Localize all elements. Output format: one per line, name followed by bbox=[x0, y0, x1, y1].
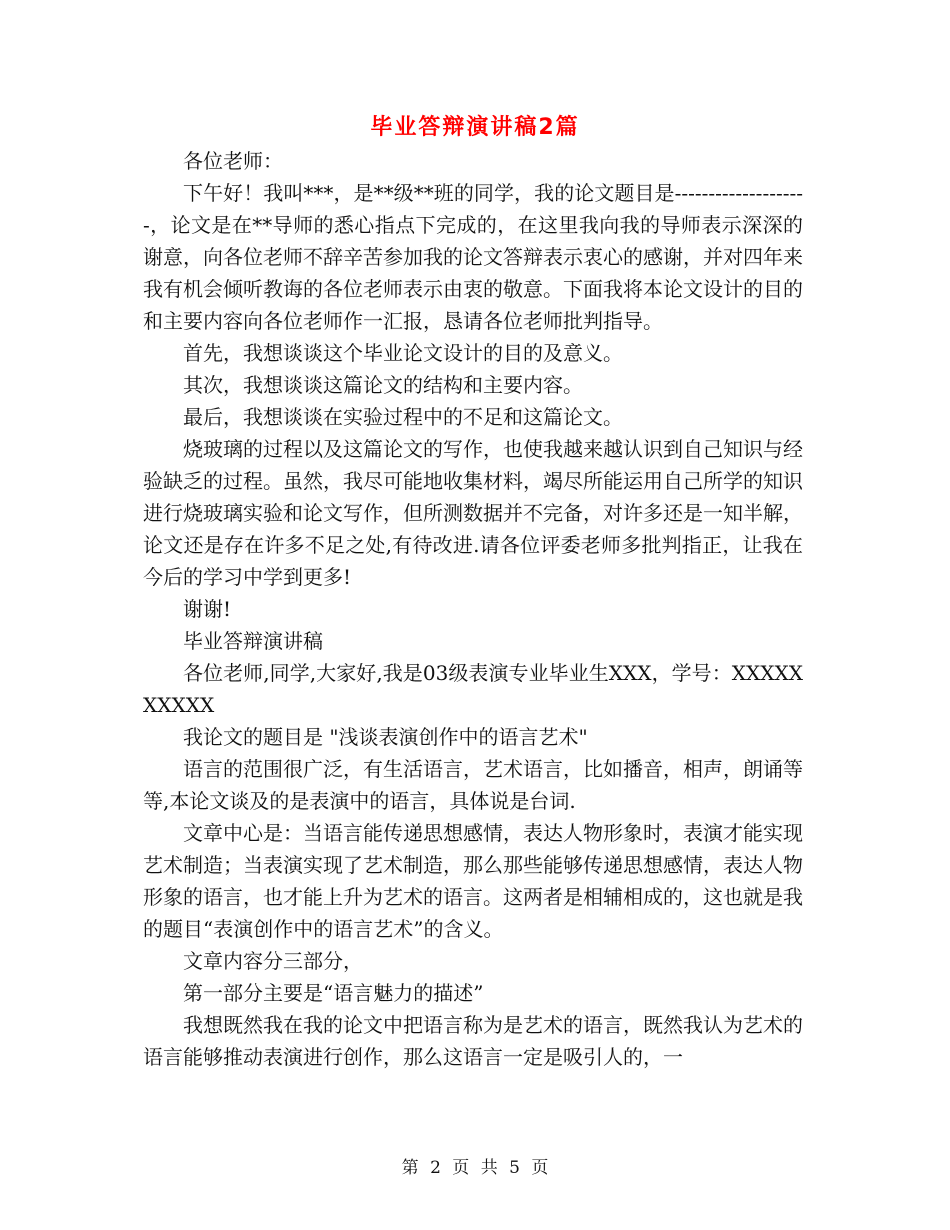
document-body bbox=[143, 145, 803, 1073]
paragraph-three-parts: 文章内容分三部分， bbox=[183, 949, 363, 973]
paragraph-salutation: 各位老师： bbox=[183, 149, 283, 173]
paragraph-finally: 最后，我想谈谈在实验过程中的不足和这篇论文。 bbox=[183, 405, 623, 429]
paragraph-second: 其次，我想谈谈这篇论文的结构和主要内容。 bbox=[183, 373, 583, 397]
paragraph-language-scope: 语言的范围很广泛，有生活语言，艺术语言，比如播音，相声，朗诵等等,本论文谈及的是表演中的语言，具体说是台词. bbox=[143, 757, 803, 813]
document-title: 毕业答辩演讲稿2篇 bbox=[370, 115, 580, 140]
paragraph-central-idea: 文章中心是：当语言能传递思想感情，表达人物形象时，表演才能实现艺术制造；当表演实现了艺术制造，那么那些能够传递思想感情，表达人物形象的语言，也才能上升为艺术的语言。这两者是相辅相成的，这也就是我的题目“表演创作中的语言艺术”的含义。 bbox=[143, 821, 803, 941]
paragraph-greeting: 下午好！我叫***，是**级**班的同学，我的论文题目是--------------------，论文是在**导师的悉心指点下完成的，在这里我向我的导师表示深深的谢意，向各位老师不辞辛苦参加我的论文答辩表示衷心的感谢，并对四年来我有机会倾听教诲的各位老师表示由衷的敬意。下面我将本论文设计的目的和主要内容向各位老师作一汇报，恳请各位老师批判指导。 bbox=[143, 181, 803, 333]
paragraph-reflection: 烧玻璃的过程以及这篇论文的写作，也使我越来越认识到自己知识与经验缺乏的过程。虽然，我尽可能地收集材料，竭尽所能运用自己所学的知识进行烧玻璃实验和论文写作，但所测数据并不完备，对许多还是一知半解，论文还是存在许多不足之处,有待改进.请各位评委老师多批判指正，让我在今后的学习中学到更多! bbox=[143, 437, 803, 589]
paragraph-second-speech-title: 毕业答辩演讲稿 bbox=[183, 629, 323, 653]
paragraph-thanks: 谢谢! bbox=[183, 597, 232, 621]
paragraph-first: 首先，我想谈谈这个毕业论文设计的目的及意义。 bbox=[183, 341, 623, 365]
paragraph-part-one: 第一部分主要是“语言魅力的描述” bbox=[183, 981, 484, 1005]
paragraph-thesis-title: 我论文的题目是 "浅谈表演创作中的语言艺术" bbox=[183, 725, 588, 749]
page-number-footer: 第 2 页 共 5 页 bbox=[401, 1158, 549, 1178]
paragraph-continuation: 我想既然我在我的论文中把语言称为是艺术的语言，既然我认为艺术的语言能够推动表演进行创作，那么这语言一定是吸引人的，一 bbox=[143, 1013, 803, 1069]
paragraph-intro: 各位老师,同学,大家好,我是03级表演专业毕业生XXX，学号：XXXXXXXXXX bbox=[143, 661, 803, 717]
